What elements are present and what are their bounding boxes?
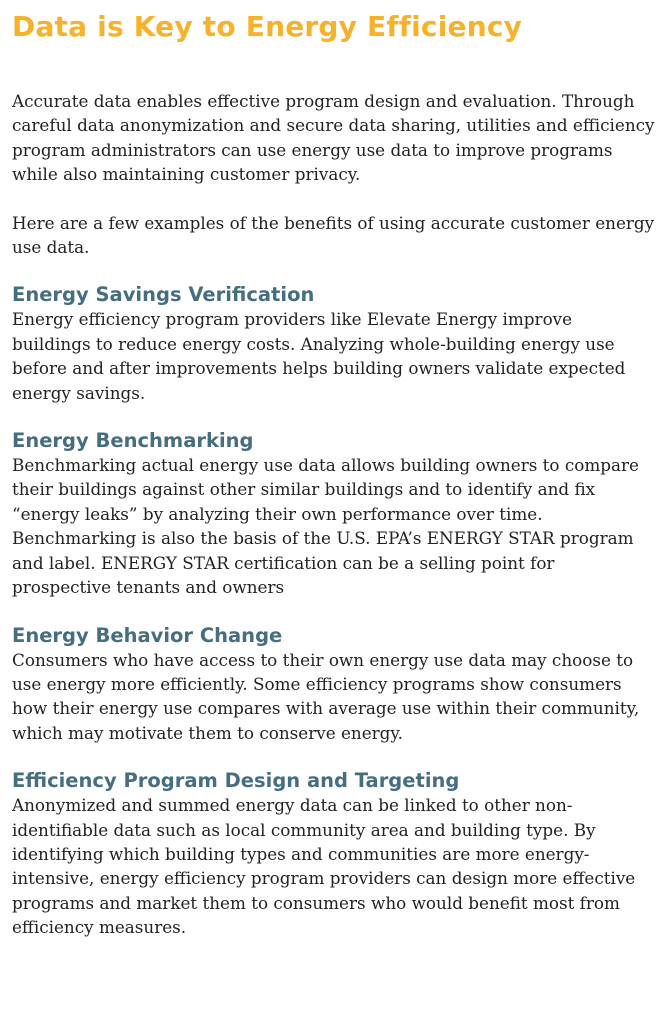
section-heading: Efficiency Program Design and Targeting: [12, 769, 460, 793]
section-energy-behavior-change: [12, 624, 655, 746]
page-title: Data is Key to Energy Efficiency: [12, 10, 523, 43]
section-heading: Energy Behavior Change: [12, 623, 283, 647]
intro-paragraph: Here are a few examples of the benefits of using accurate customer energy use data.: [12, 212, 655, 258]
section-heading: Energy Savings Verification: [12, 283, 315, 307]
section-energy-benchmarking: [12, 429, 655, 599]
intro-paragraph: Accurate data enables effective program design and evaluation. Through careful data anonymization and secure data sharing, utilities and efficiency program administrators can use energy use data to improve programs while also maintaining customer privacy.: [12, 91, 655, 185]
section-body: Benchmarking actual energy use data allows building owners to compare their buildings against other similar buildings and to identify and fix “energy leaks” by analyzing their own performance over time. Benchmarking is also the basis of the U.S. EPA’s ENERGY STAR program and label. ENERGY STAR certification can be a selling point for prospective tenants and owners: [12, 455, 639, 598]
section-body: Anonymized and summed energy data can be linked to other non-identifiable data such as local community area and building type. By identifying which building types and communities are more energy-intensive, energy efficiency program providers can design more effective programs and market them to consumers who would benefit most from efficiency measures.: [12, 795, 636, 938]
section-body: Energy efficiency program providers like Elevate Energy improve buildings to reduce energy costs. Analyzing whole-building energy use before and after improvements helps building owners validate expected energy savings.: [12, 309, 626, 403]
section-energy-savings-verification: [12, 283, 655, 405]
section-body: Consumers who have access to their own energy use data may choose to use energy more efficiently. Some efficiency programs show consumers how their energy use compares with average use within their community, which may motivate them to conserve energy.: [12, 649, 640, 743]
section-heading: Energy Benchmarking: [12, 429, 254, 453]
section-efficiency-program-design: [12, 769, 655, 939]
